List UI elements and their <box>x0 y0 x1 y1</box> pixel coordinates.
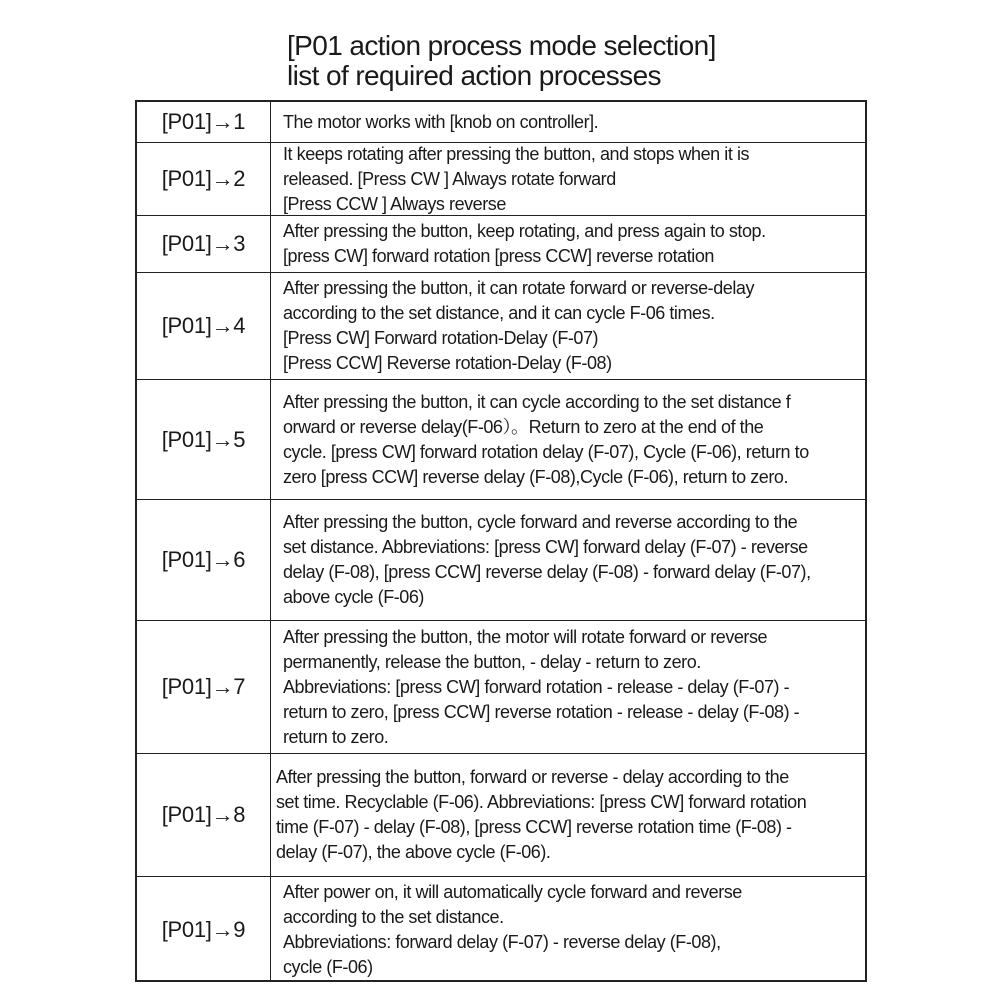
mode-label: [P01]→7 <box>137 621 271 753</box>
mode-description <box>271 621 865 753</box>
description-line: Abbreviations: [press CW] forward rotation - release - delay (F-07) - <box>283 676 790 697</box>
description-line: After pressing the button, the motor will rotate forward or reverse <box>283 626 768 647</box>
table-row <box>137 272 865 379</box>
mode-label: [P01]→6 <box>137 500 271 620</box>
description-line: Abbreviations: forward delay (F-07) - reverse delay (F-08), <box>283 931 721 952</box>
mode-table <box>135 100 867 982</box>
mode-description <box>271 273 865 379</box>
table-row <box>137 499 865 620</box>
mode-label: [P01]→1 <box>137 102 271 142</box>
description-line: time (F-07) - delay (F-08), [press CCW] reverse rotation time (F-08) - <box>276 817 792 837</box>
mode-description <box>271 216 865 272</box>
description-line: [Press CCW ] Always reverse <box>283 193 506 214</box>
table-row <box>137 379 865 499</box>
mode-label: [P01]→9 <box>137 877 271 982</box>
description-line: return to zero. <box>283 726 389 747</box>
description-line: [press CW] forward rotation [press CCW] reverse rotation <box>283 246 714 266</box>
page-title <box>287 31 716 91</box>
description-line: set distance. Abbreviations: [press CW] forward delay (F-07) - reverse <box>283 537 808 557</box>
mode-description <box>271 143 865 215</box>
description-line: set time. Recyclable (F-06). Abbreviations: [press CW] forward rotation <box>276 792 807 812</box>
table-row <box>137 142 865 215</box>
title-line-1: [P01 action process mode selection] <box>287 30 716 61</box>
description-line: [Press CCW] Reverse rotation-Delay (F-08) <box>283 353 612 373</box>
description-line: After pressing the button, it can rotate forward or reverse-delay <box>283 278 754 298</box>
table-row <box>137 215 865 272</box>
description-line: orward or reverse delay(F-06）。Return to zero at the end of the <box>283 416 764 437</box>
description-line: After pressing the button, keep rotating, and press again to stop. <box>283 221 766 241</box>
mode-description <box>271 380 865 499</box>
description-line: cycle. [press CW] forward rotation delay (F-07), Cycle (F-06), return to <box>283 441 809 462</box>
title-line-2: list of required action processes <box>287 60 661 91</box>
description-line: released. [Press CW ] Always rotate forward <box>283 168 616 189</box>
description-line: above cycle (F-06) <box>283 587 424 607</box>
mode-description <box>271 500 865 620</box>
description-line: cycle (F-06) <box>283 956 373 977</box>
description-line: After power on, it will automatically cycle forward and reverse <box>283 881 742 902</box>
description-line: It keeps rotating after pressing the button, and stops when it is <box>283 143 750 164</box>
description-line: [Press CW] Forward rotation-Delay (F-07) <box>283 328 599 348</box>
description-line: delay (F-07), the above cycle (F-06). <box>276 842 551 862</box>
description-line: After pressing the button, cycle forward and reverse according to the <box>283 512 798 532</box>
table-row <box>137 753 865 876</box>
mode-label: [P01]→8 <box>137 754 271 876</box>
mode-label: [P01]→4 <box>137 273 271 379</box>
description-line: return to zero, [press CCW] reverse rotation - release - delay (F-08) - <box>283 701 800 722</box>
table-row <box>137 102 865 142</box>
mode-label: [P01]→2 <box>137 143 271 215</box>
description-line: delay (F-08), [press CCW] reverse delay (F-08) - forward delay (F-07), <box>283 562 811 582</box>
mode-description <box>271 754 865 876</box>
description-line: according to the set distance. <box>283 906 504 927</box>
description-line: After pressing the button, forward or reverse - delay according to the <box>276 767 789 787</box>
mode-label: [P01]→5 <box>137 380 271 499</box>
description-line: The motor works with [knob on controller]. <box>283 111 599 132</box>
description-line: permanently, release the button, - delay - return to zero. <box>283 651 701 672</box>
mode-description <box>271 877 865 982</box>
description-line: zero [press CCW] reverse delay (F-08),Cycle (F-06), return to zero. <box>283 466 788 487</box>
table-row <box>137 876 865 982</box>
mode-label: [P01]→3 <box>137 216 271 272</box>
table-row <box>137 620 865 753</box>
description-line: After pressing the button, it can cycle according to the set distance f <box>283 391 791 412</box>
description-line: according to the set distance, and it can cycle F-06 times. <box>283 303 715 323</box>
mode-description <box>271 102 865 142</box>
